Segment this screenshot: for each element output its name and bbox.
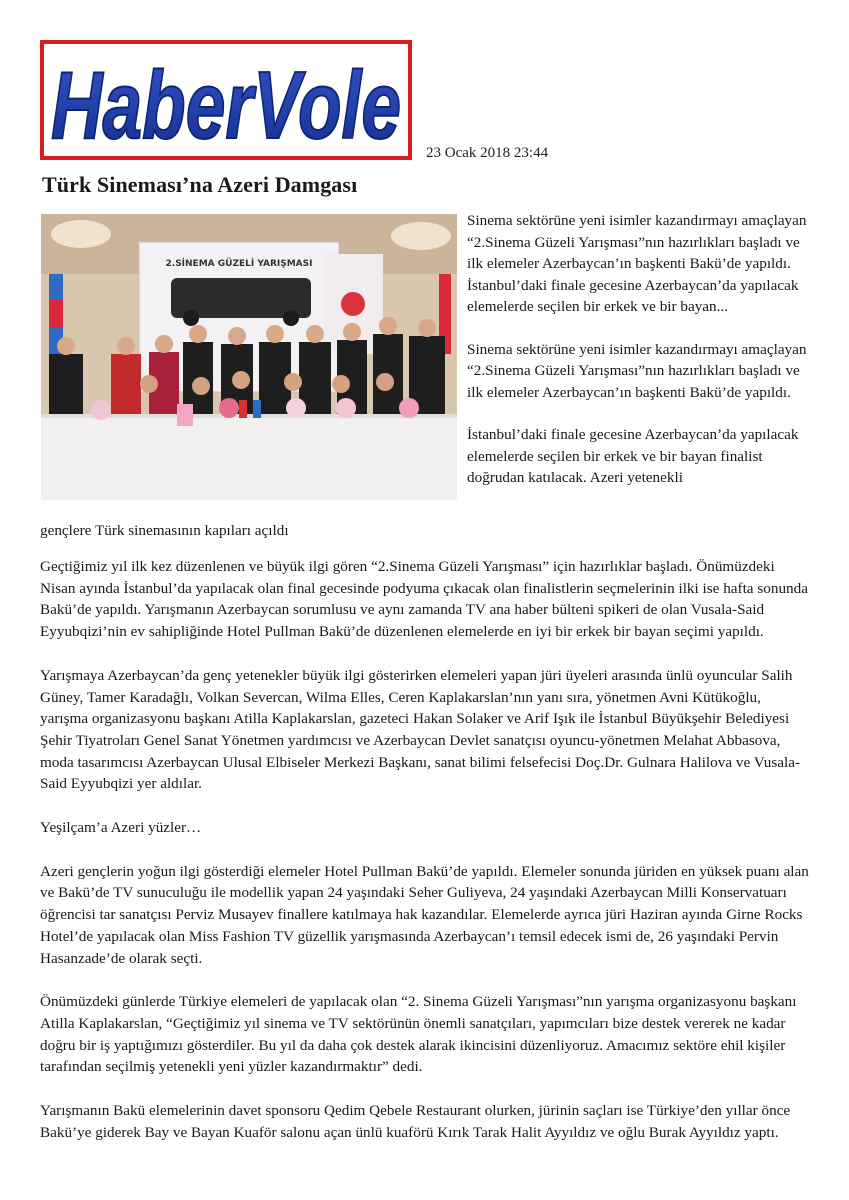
- intro-continuation: gençlere Türk sinemasının kapıları açıldı: [40, 522, 289, 539]
- logo-wordmark: HaberVole: [51, 52, 401, 156]
- article-photo: [41, 214, 457, 500]
- publish-date: 23 Ocak 2018 23:44: [426, 145, 549, 161]
- article-body: [40, 556, 812, 1165]
- body-paragraph: Yarışmaya Azerbaycan’da genç yetenekler büyük ilgi gösterirken elemeleri yapan jüri üyeleri arasında ünlü oyuncular Salih Güney, Tamer Karadağlı, Volkan Severcan, Wilma Elles, Ceren Kaplakarslan’nın yanı sıra, yönetmen Avni Kütükoğlu, yarışma organizasyonu başkanı Atilla Kaplakarslan, gazeteci Hakan Solaker ve Arif Işık ile İstanbul Büyükşehir Belediyesi Şehir Tiyatroları Genel Sanat Yönetmen yardımcısı ve Azerbaycan Devlet sanatçısı oyuncu-yönetmen Melahat Abbasova, moda tasarımcısı Azerbaycan Ulusal Elbiseler Merkezi Başkanı, sanat bilimi felsefecisi Doç.Dr. Gulnara Halilova ve Vusala-Said Eyyubqizi yer aldılar.: [40, 666, 801, 793]
- habervole-logo[interactable]: [40, 40, 412, 160]
- intro-paragraph: Sinema sektörüne yeni isimler kazandırmayı amaçlayan “2.Sinema Güzeli Yarışması”nın hazırlıkları başladı ve ilk elemeler Azerbaycan’ın başkenti Bakü’de yapıldı. İstanbul’daki finale gecesine Azerbaycan’da yapılacak elemelerde seçilen bir erkek ve bir bayan...: [467, 212, 807, 315]
- section-subheading: Yeşilçam’a Azeri yüzler…: [40, 819, 202, 837]
- intro-paragraph: Sinema sektörüne yeni isimler kazandırmayı amaçlayan “2.Sinema Güzeli Yarışması”nın hazırlıkları başladı ve ilk elemeler Azerbaycan’ın başkenti Bakü’de yapıldı.: [467, 340, 807, 401]
- intro-paragraph: İstanbul’daki finale gecesine Azerbaycan’da yapılacak elemelerde seçilen bir erkek ve bir bayan finalist doğrudan katılacak. Azeri yetenekli: [467, 426, 799, 486]
- article-title: Türk Sineması’na Azeri Damgası: [42, 172, 358, 197]
- body-paragraph: Geçtiğimiz yıl ilk kez düzenlenen ve büyük ilgi gören “2.Sinema Güzeli Yarışması” için hazırlıklar başladı. Önümüzdeki Nisan ayında İstanbul’da yapılacak olan final gecesinde podyuma çıkacak olan finalistlerin seçmelerinin ilki ise hafta sonunda Bakü’de yapıldı. Yarışmanın Azerbaycan sorumlusu ve aynı zamanda TV ana haber bülteni spikeri de olan Vusala-Said Eyyubqizi’nin ev sahipliğinde Hotel Pullman Bakü’de düzenlenen elemelerde en iyi bir erkek bir bayan seçimi yapıldı.: [40, 558, 808, 641]
- body-paragraph: Azeri gençlerin yoğun ilgi gösterdiği elemeler Hotel Pullman Bakü’de yapıldı. Elemeler sonunda jüriden en yüksek puanı alan ve Bakü’de TV sunuculuğu ile modellik yapan 24 yaşındaki Seher Guliyeva, 24 yaşındaki Azerbaycan Milli Konservatuarı öğrencisi tar sanatçısı Perviz Musayev finallere katılmaya hak kazandılar. Elemelerde ayrıca jüri Haziran ayında Girne Rocks Hotel’de yapılacak olan Miss Fashion TV güzellik yarışmasında Azerbaycan’ı temsil edecek ismi de, 26 yaşındaki Pervin Hasanzade’de olarak seçti.: [40, 862, 809, 967]
- body-paragraph: Yarışmanın Bakü elemelerinin davet sponsoru Qedim Qebele Restaurant olurken, jürinin saçları ise Türkiye’den yıllar önce Bakü’ye giderek Bay ve Bayan Kuaför salonu açan ünlü kuaförü Kırık Tarak Halit Ayyıldız ve oğlu Burak Ayyıldız yaptı.: [40, 1102, 791, 1141]
- intro-column: [467, 210, 812, 489]
- body-paragraph: Önümüzdeki günlerde Türkiye elemeleri de yapılacak olan “2. Sinema Güzeli Yarışması”nın yarışma organizasyonu başkanı Atilla Kaplakarslan, “Geçtiğimiz yıl sinema ve TV sektörünün önemli sanatçıları, yapımcıları bize destek vererek ne kadar doğru bir iş yaptığımızı gösterdiler. Bu yıl da daha çok destek alarak ikincisini düzenliyoruz. Amacımız sektöre ehil kişiler tarafından seçilmiş yetenekli yeni yüzler kazandırmaktır” dedi.: [40, 993, 797, 1076]
- photo-banner-text: 2.SİNEMA GÜZELİ YARIŞMASI: [165, 259, 313, 269]
